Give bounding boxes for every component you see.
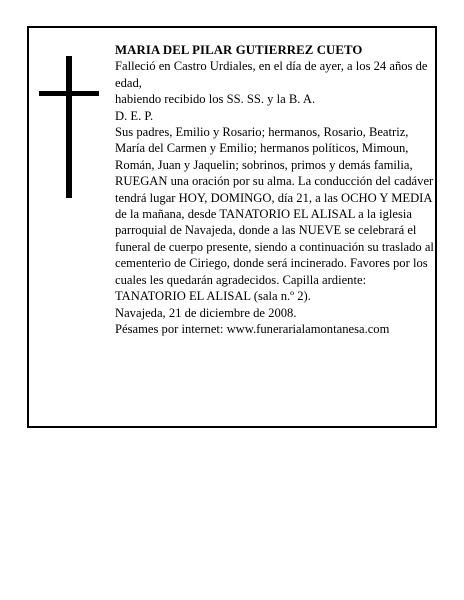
sacraments-line: habiendo recibido los SS. SS. y la B. A. xyxy=(115,92,316,107)
rip-line: D. E. P. xyxy=(115,108,154,123)
deceased-name: MARIA DEL PILAR GUTIERREZ CUETO xyxy=(115,43,363,57)
condolences-line: Pésames por internet: www.funerarialamontanesa.com xyxy=(115,321,390,336)
notice-text xyxy=(115,42,435,337)
place-date-line: Navajeda, 21 de diciembre de 2008. xyxy=(115,305,297,320)
cross-vertical-bar xyxy=(66,56,72,198)
funeral-details: RUEGAN una oración por su alma. La conducción del cadáver tendrá lugar HOY, DOMINGO, día 21, a las OCHO Y MEDIA de la mañana, desde TANATORIO EL ALISAL a la iglesia parroquial de Navajeda, donde a las NUEVE se celebrará el funeral de cuerpo presente, siendo a continuación su traslado al cementerio de Ciriego, donde será incinerado. Favores por los cuales les quedarán agradecidos. Capilla ardiente: xyxy=(115,174,434,287)
cross-icon xyxy=(39,56,99,198)
death-statement: Falleció en Castro Urdiales, en el día de ayer, a los 24 años de edad, xyxy=(115,59,428,90)
cross-horizontal-bar xyxy=(39,91,99,96)
obituary-notice xyxy=(27,26,437,428)
family-list: Sus padres, Emilio y Rosario; hermanos, Rosario, Beatriz, María del Carmen y Emilio; hermanos políticos, Mimoun, Román, Juan y Jaquelin; sobrinos, primos y demás familia, xyxy=(115,125,413,172)
chapel-location: TANATORIO EL ALISAL (sala n.º 2). xyxy=(115,289,311,304)
